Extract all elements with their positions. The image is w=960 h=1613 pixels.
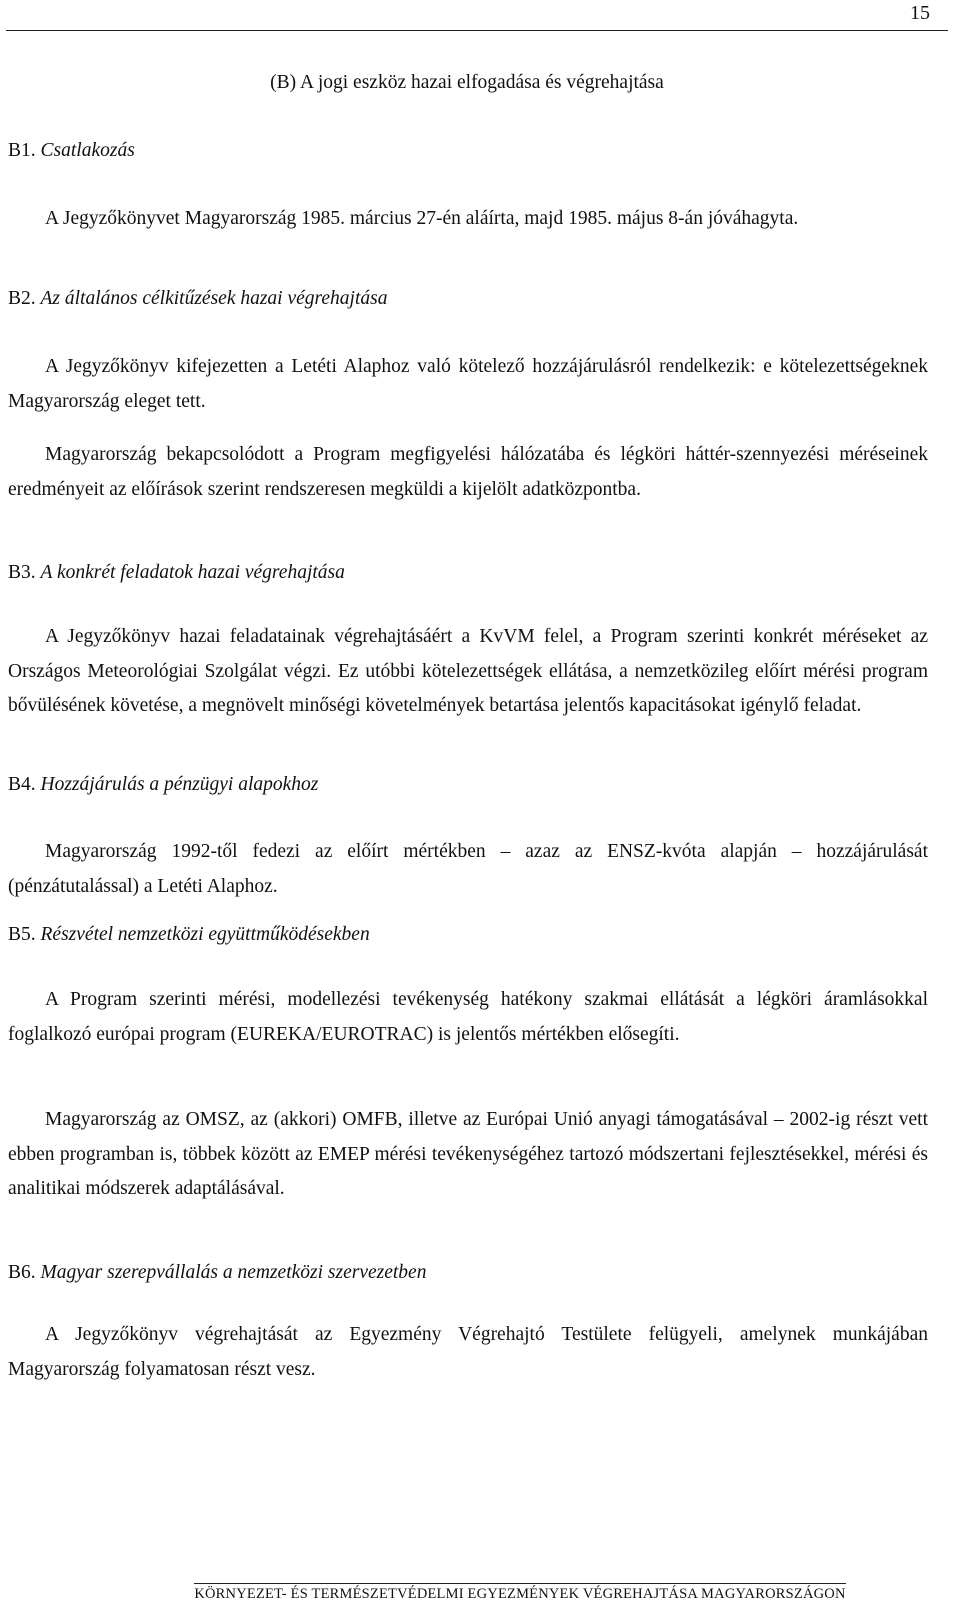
section-heading-b4 <box>8 774 318 796</box>
paragraph: Magyarország 1992-től fedezi az előírt mértékben – azaz az ENSZ-kvóta alapján – hozzájárulását (pénzátutalással) a Letéti Alaphoz. <box>8 841 928 897</box>
paragraph: A Jegyzőkönyv hazai feladatainak végrehajtásáért a KvVM felel, a Program szerinti konkrét méréseket az Országos Meteorológiai Szolgálat végzi. Ez utóbbi kötelezettségek ellátása, a nemzetközileg előírt mérési program bővülésének követése, a megnövelt minőségi követelmények betartása jelentős kapacitásokat igénylő feladat. <box>8 626 928 716</box>
page-footer: KÖRNYEZET- ÉS TERMÉSZETVÉDELMI EGYEZMÉNYEK VÉGREHAJTÁSA MAGYARORSZÁGON <box>194 1583 845 1603</box>
page-subtitle: (B) A jogi eszköz hazai elfogadása és végrehajtása <box>270 72 664 93</box>
section-number: B5. <box>8 924 36 945</box>
section-title: Hozzájárulás a pénzügyi alapokhoz <box>40 774 319 795</box>
section-heading-b5 <box>8 924 370 946</box>
paragraph: A Jegyzőkönyvet Magyarország 1985. március 27-én aláírta, majd 1985. május 8-án jóváhagyta. <box>45 208 799 229</box>
section-heading-b1 <box>8 140 135 162</box>
page-number: 15 <box>910 2 930 24</box>
section-heading-b2 <box>8 288 387 310</box>
paragraph: Magyarország az OMSZ, az (akkori) OMFB, illetve az Európai Unió anyagi támogatásával – 2002-ig részt vett ebben programban is, többek között az EMEP mérési tevékenységéhez tartozó módszertani fejlesztésekkel, mérési és analitikai módszerek adaptálásával. <box>8 1109 928 1199</box>
footer-container <box>0 1582 960 1604</box>
paragraph: A Jegyzőkönyv végrehajtását az Egyezmény Végrehajtó Testülete felügyeli, amelynek munkájában Magyarország folyamatosan részt vesz. <box>8 1324 928 1380</box>
paragraph: A Program szerinti mérési, modellezési tevékenység hatékony szakmai ellátását a légköri áramlásokkal foglalkozó európai program (EUREKA/EUROTRAC) is jelentős mértékben elősegíti. <box>8 989 928 1045</box>
section-number: B2. <box>8 288 36 309</box>
section-number: B4. <box>8 774 36 795</box>
paragraph: Magyarország bekapcsolódott a Program megfigyelési hálózatába és légköri háttér-szennyezési méréseinek eredményeit az előírások szerint rendszeresen megküldi a kijelölt adatközpontba. <box>8 444 928 500</box>
section-title: A konkrét feladatok hazai végrehajtása <box>40 562 345 583</box>
section-heading-b6 <box>8 1262 426 1284</box>
section-number: B1. <box>8 140 36 161</box>
paragraph: A Jegyzőkönyv kifejezetten a Letéti Alaphoz való kötelező hozzájárulásról rendelkezik: e kötelezettségeknek Magyarország eleget tett. <box>8 356 928 412</box>
header-rule <box>6 30 948 31</box>
section-number: B3. <box>8 562 36 583</box>
section-title: Részvétel nemzetközi együttműködésekben <box>40 924 370 945</box>
section-heading-b3 <box>8 562 345 584</box>
section-title: Magyar szerepvállalás a nemzetközi szervezetben <box>40 1262 427 1283</box>
section-number: B6. <box>8 1262 36 1283</box>
section-title: Az általános célkitűzések hazai végrehajtása <box>40 288 388 309</box>
section-title: Csatlakozás <box>40 140 135 161</box>
